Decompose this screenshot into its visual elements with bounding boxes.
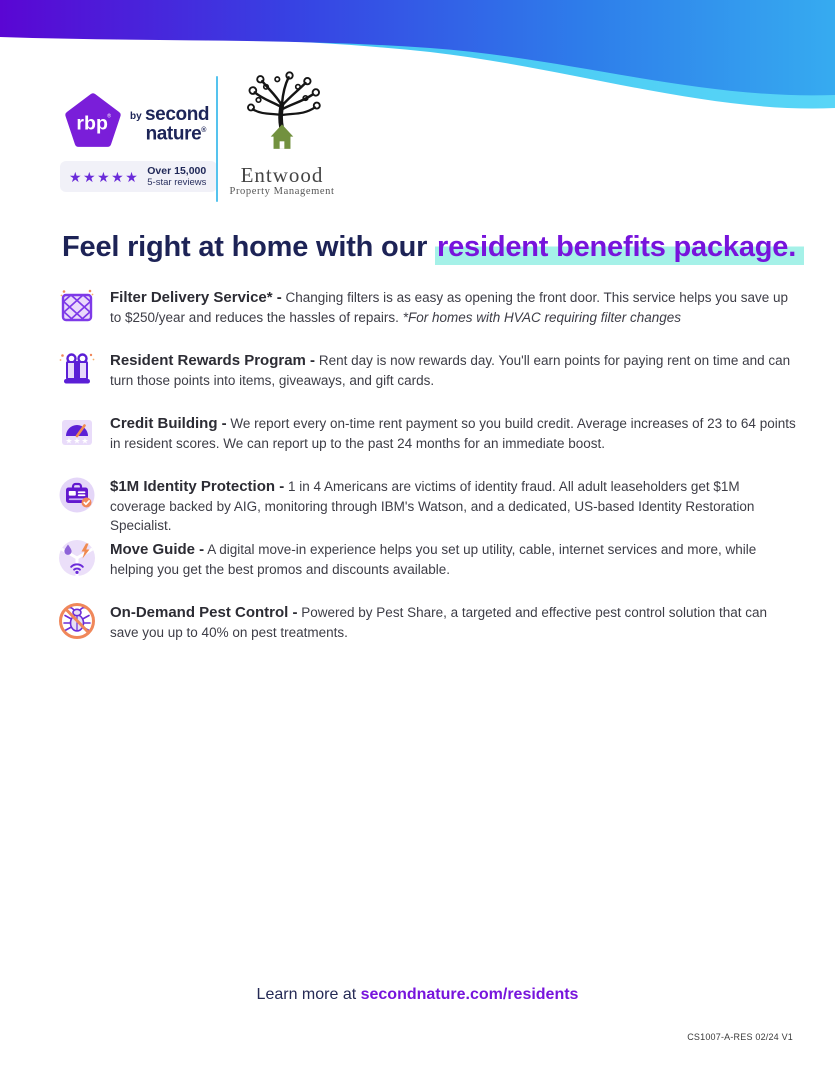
gift-icon — [57, 349, 97, 389]
benefit-text — [110, 412, 797, 453]
svg-text:★: ★ — [73, 436, 81, 446]
svg-text:★: ★ — [81, 436, 89, 446]
benefit-title: Credit Building - — [110, 415, 227, 432]
rbp-registered-mark: ® — [107, 113, 112, 120]
benefit-text — [110, 349, 797, 390]
headline-highlight: resident benefits package. — [435, 231, 804, 265]
benefit-text — [110, 475, 797, 536]
benefit-title: On-Demand Pest Control - — [110, 604, 298, 621]
benefit-description: Powered by Pest Share, a targeted and effective pest control solution that can save you up to 40% on pest treatments. — [110, 605, 768, 640]
benefit-item-filter-delivery — [57, 286, 797, 327]
benefit-text — [110, 601, 797, 642]
reviews-count: Over 15,000 — [147, 165, 207, 177]
benefit-text — [110, 538, 797, 579]
brand-name-line1: second — [145, 104, 210, 125]
brand-name-line2: nature — [145, 123, 202, 145]
benefit-item-pest-control — [57, 601, 797, 642]
reviews-badge — [60, 161, 217, 192]
headline-prefix: Feel right at home with our — [62, 231, 436, 263]
brand-divider — [216, 76, 218, 202]
benefit-description: Rent day is now rewards day. You'll earn points for paying rent on time and can turn those points into items, giveaways, and gift cards. — [110, 353, 791, 388]
partner-logo — [224, 68, 340, 198]
by-label: by — [130, 111, 142, 122]
svg-text:★: ★ — [65, 436, 73, 446]
partner-name: Entwood — [240, 163, 324, 187]
benefit-title: Resident Rewards Program - — [110, 352, 316, 369]
benefit-item-resident-rewards — [57, 349, 797, 390]
rbp-logo-text: rbp — [76, 112, 108, 135]
star-rating-icon: ★★★★★ — [69, 168, 140, 185]
footer-link[interactable]: secondnature.com/residents — [360, 986, 579, 1003]
benefit-description: A digital move-in experience helps you set up utility, cable, internet services and more, while helping you get the best promos and discounts available. — [110, 542, 757, 577]
benefit-title: $1M Identity Protection - — [110, 478, 285, 495]
entwood-house-shape — [271, 124, 294, 148]
entwood-tree-icon — [230, 68, 334, 162]
reviews-label: 5-star reviews — [147, 177, 207, 188]
benefit-description: 1 in 4 Americans are victims of identity fraud. All adult leaseholders get $1M coverage backed by AIG, monitoring through IBM's Watson, and a dedicated, US-based Identity Restoration Specialist. — [110, 479, 755, 533]
doc-code: CS1007-A-RES 02/24 V1 — [687, 1032, 793, 1042]
filter-icon — [57, 286, 97, 326]
page-title — [62, 229, 802, 265]
registered-mark: ® — [201, 127, 206, 134]
rbp-logo-mark — [59, 87, 127, 155]
benefit-description: We report every on-time rent payment so you build credit. Average increases of 23 to 64 points in resident scores. We can report up to the past 24 months for an immediate boost. — [110, 416, 796, 451]
partner-subtitle: Property Management — [229, 186, 335, 197]
benefit-description: Changing filters is as easy as opening the front door. This service helps you save up to $250/year and reduces the hassles of repairs. — [110, 290, 789, 325]
learn-more-label: Learn more at — [256, 986, 361, 1003]
benefit-item-credit-building — [57, 412, 797, 453]
utilities-icon — [57, 538, 97, 578]
benefit-text — [110, 286, 797, 327]
no-pest-icon — [57, 601, 97, 641]
second-nature-logo — [130, 104, 210, 145]
id-card-icon — [57, 475, 97, 515]
benefit-item-identity-protection — [57, 475, 797, 536]
credit-meter-icon — [57, 412, 97, 452]
benefit-item-move-guide — [57, 538, 797, 579]
footer-cta — [0, 986, 835, 1004]
benefit-footnote: *For homes with HVAC requiring filter changes — [398, 309, 682, 325]
benefit-title: Move Guide - — [110, 541, 205, 558]
benefit-title: Filter Delivery Service* - — [110, 289, 282, 306]
